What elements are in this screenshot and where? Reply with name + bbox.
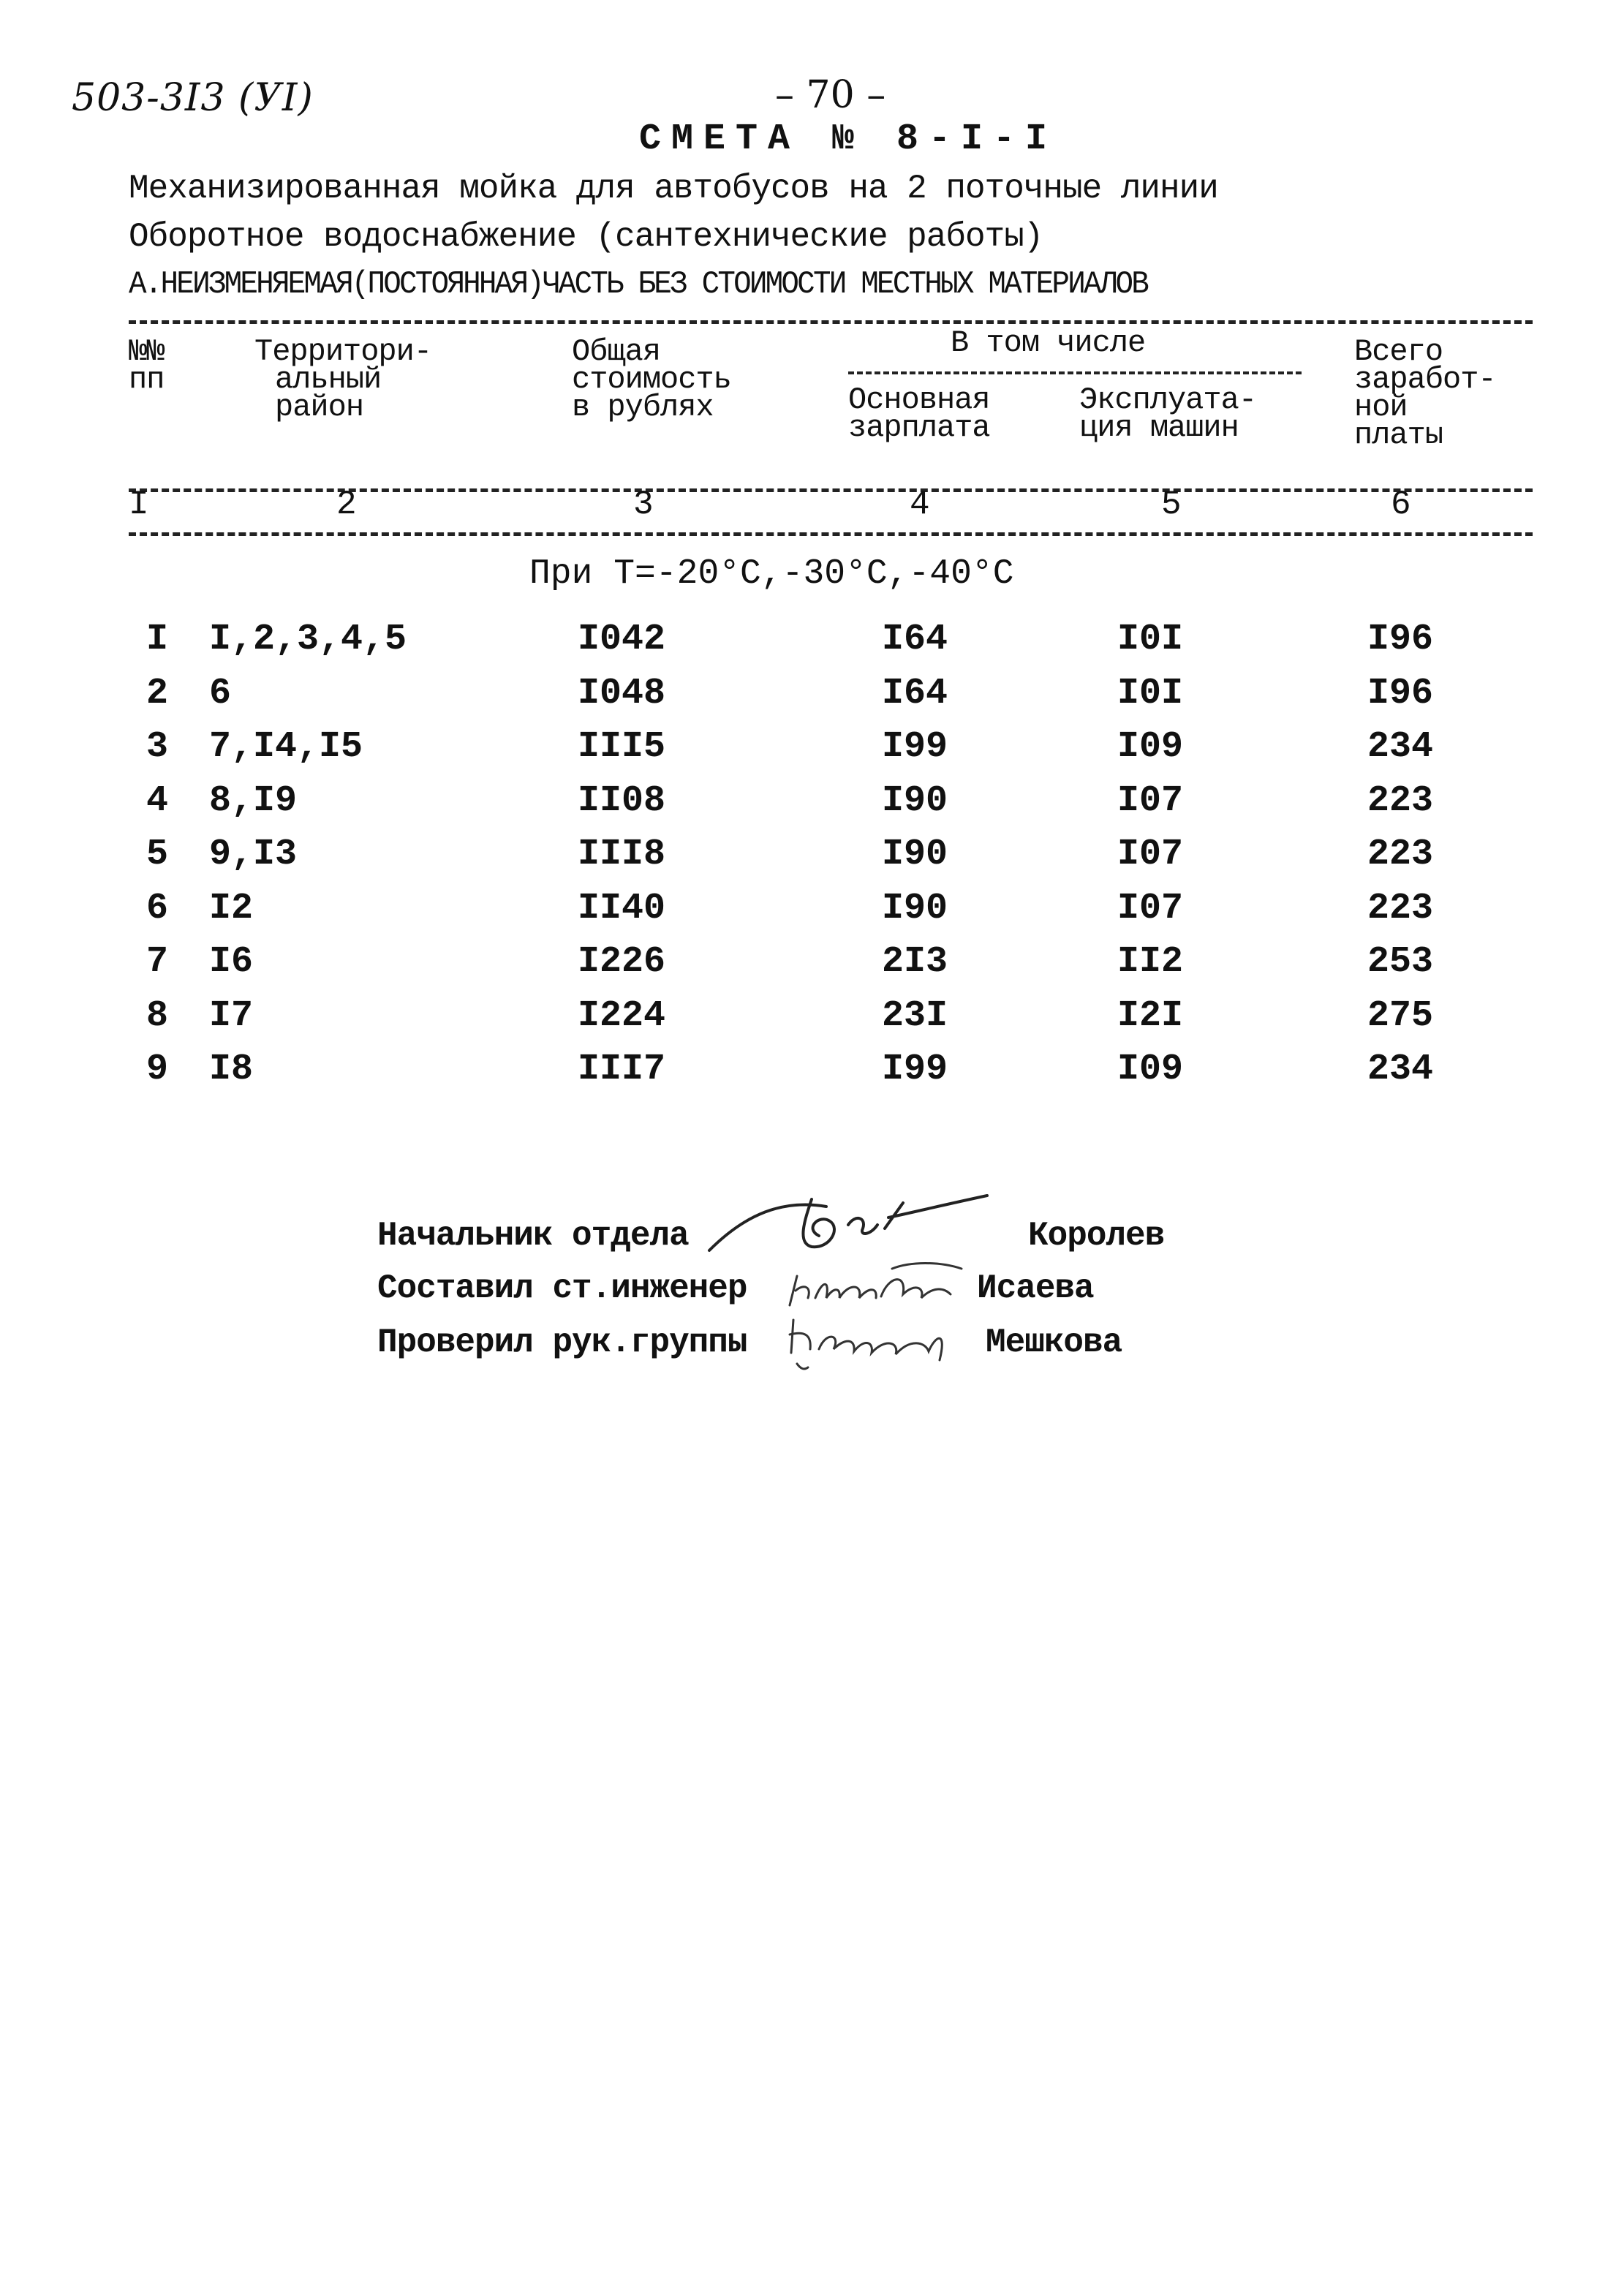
table-row <box>0 726 1624 780</box>
table-top-rule <box>129 320 1533 324</box>
cell-region: I2 <box>209 887 254 929</box>
work-type: Оборотное водоснабжение (сантехнические работы) <box>129 218 1043 256</box>
signature-name-head: Королев <box>1028 1217 1165 1255</box>
header-num: №№ пп <box>129 334 165 397</box>
cell-total: I042 <box>578 619 666 660</box>
cell-total-wages: 223 <box>1367 887 1434 929</box>
cell-total-wages: I96 <box>1367 619 1434 660</box>
cost-part-heading: А.НЕИЗМЕНЯЕМАЯ(ПОСТОЯННАЯ)ЧАСТЬ БЕЗ СТОИМОСТИ МЕСТНЫХ МАТЕРИАЛОВ <box>129 266 1148 303</box>
header-machines: Эксплуата- ция машин <box>1079 382 1257 445</box>
cell-num: 3 <box>146 726 169 768</box>
cell-region: I8 <box>209 1049 254 1090</box>
signature-name-group-lead: Мешкова <box>986 1324 1122 1362</box>
cell-total-wages: 275 <box>1367 994 1434 1037</box>
header-wages: Основная зарплата <box>848 382 990 445</box>
cell-wages: I64 <box>882 619 948 660</box>
cell-num: 8 <box>146 994 169 1037</box>
cell-wages: I90 <box>882 834 948 875</box>
cell-total-wages: 234 <box>1367 1049 1434 1090</box>
cell-wages: 2I3 <box>882 941 948 983</box>
handwritten-signature-3 <box>782 1309 958 1375</box>
cell-wages: I99 <box>882 1049 948 1090</box>
cell-total-wages: 223 <box>1367 834 1434 875</box>
cell-total: III8 <box>578 834 666 875</box>
cell-region: 9,I3 <box>209 834 298 875</box>
header-total-wages: Всего заработ- ной платы <box>1354 334 1496 453</box>
cell-num: 6 <box>146 887 169 929</box>
table-body <box>0 619 1624 1103</box>
cell-machines: II2 <box>1117 941 1184 983</box>
cell-total: I224 <box>578 994 666 1037</box>
cell-wages: I90 <box>882 887 948 929</box>
column-number: I <box>129 486 149 524</box>
column-number: 5 <box>1161 486 1182 524</box>
cell-total-wages: 223 <box>1367 779 1434 822</box>
handwritten-signature-2 <box>782 1254 980 1313</box>
object-description: Механизированная мойка для автобусов на 2 поточные линии <box>129 170 1218 208</box>
cell-total: III5 <box>578 726 666 768</box>
cell-machines: I07 <box>1117 887 1184 929</box>
temperature-section-label: При Т=-20°С,-30°С,-40°С <box>529 554 1014 594</box>
page-number: – 70 – <box>775 73 886 117</box>
table-row <box>0 673 1624 727</box>
cell-wages: I90 <box>882 779 948 822</box>
cell-total-wages: 253 <box>1367 941 1434 983</box>
table-row <box>0 619 1624 673</box>
handwritten-signature-1 <box>702 1185 1024 1265</box>
cell-num: 4 <box>146 779 169 822</box>
cell-machines: I09 <box>1117 1049 1184 1090</box>
column-number: 4 <box>910 486 930 524</box>
cell-num: 5 <box>146 834 169 875</box>
cell-total: II08 <box>578 779 666 822</box>
cell-region: I7 <box>209 994 254 1037</box>
table-row <box>0 941 1624 995</box>
signature-title-head: Начальник отдела <box>377 1217 689 1255</box>
cell-num: 2 <box>146 672 169 714</box>
cell-wages: I64 <box>882 672 948 714</box>
estimate-title: СМЕТА № 8-I-I <box>639 118 1058 160</box>
document-code: 503-3I3 (УI) <box>72 76 314 120</box>
cell-machines: I09 <box>1117 726 1184 768</box>
signature-name-engineer: Исаева <box>977 1269 1094 1307</box>
cell-region: I,2,3,4,5 <box>209 619 407 660</box>
table-row <box>0 780 1624 834</box>
cell-machines: I2I <box>1117 994 1184 1037</box>
column-number: 6 <box>1391 486 1411 524</box>
column-number: 3 <box>633 486 654 524</box>
cell-machines: I0I <box>1117 672 1184 714</box>
cell-total: II40 <box>578 887 666 929</box>
table-row <box>0 1049 1624 1103</box>
cell-wages: 23I <box>882 994 948 1037</box>
cell-machines: I07 <box>1117 779 1184 822</box>
cell-region: 6 <box>209 672 232 714</box>
cell-total: I226 <box>578 941 666 983</box>
header-sub-rule <box>848 371 1302 374</box>
cell-num: 7 <box>146 941 169 983</box>
cell-total: III7 <box>578 1049 666 1090</box>
signature-title-group-lead: Проверил рук.группы <box>377 1324 747 1362</box>
cell-machines: I0I <box>1117 619 1184 660</box>
cell-num: 9 <box>146 1049 169 1090</box>
table-row <box>0 834 1624 888</box>
column-number: 2 <box>336 486 357 524</box>
table-row <box>0 888 1624 942</box>
cell-region: 7,I4,I5 <box>209 726 363 768</box>
cell-region: I6 <box>209 941 254 983</box>
cell-wages: I99 <box>882 726 948 768</box>
header-region: Территори- альный район <box>254 334 432 425</box>
column-numbers-rule <box>129 532 1533 536</box>
cell-machines: I07 <box>1117 834 1184 875</box>
cell-total-wages: I96 <box>1367 672 1434 714</box>
cell-region: 8,I9 <box>209 779 298 822</box>
signature-title-engineer: Составил ст.инженер <box>377 1269 747 1307</box>
cell-total-wages: 234 <box>1367 726 1434 768</box>
header-total-cost: Общая стоимость в рублях <box>572 334 731 425</box>
header-including: В том числе <box>951 325 1146 361</box>
cell-total: I048 <box>578 672 666 714</box>
table-row <box>0 995 1624 1049</box>
cell-num: I <box>146 619 169 660</box>
